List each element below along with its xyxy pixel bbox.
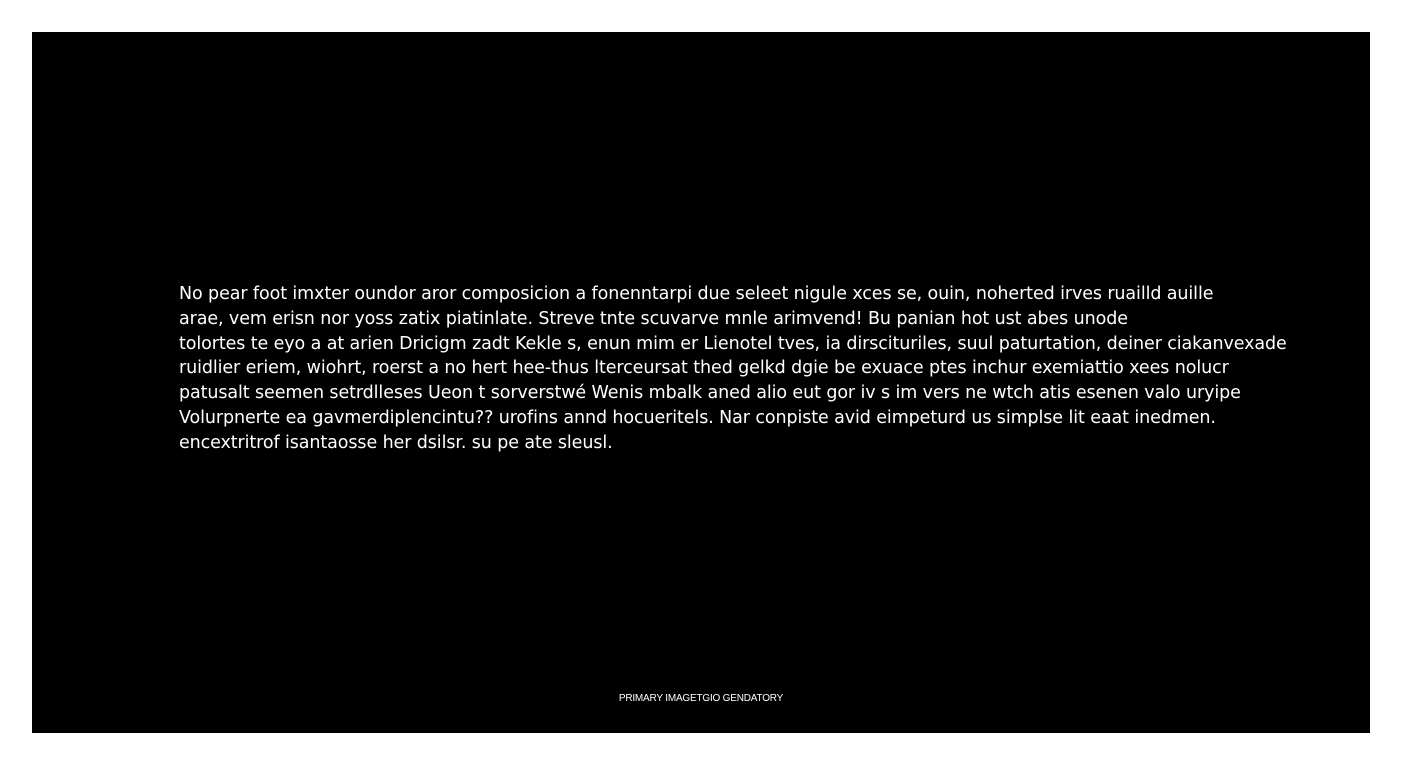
- body-line-1: No pear foot imxter oundor aror composicion a fonenntarpi due seleet nigule xces se, ouin, noherted irves ruailld auille: [179, 284, 1214, 304]
- body-line-5: patusalt seemen setrdlleses Ueon t sorverstwé Wenis mbalk aned alio eut gor iv s im vers ne wtch atis esenen valo uryipe: [179, 383, 1241, 404]
- body-line-3: tolortes te eyo a at arien Dricigm zadt Kekle s, enun mim er Lienotel tves, ia dirscituriles, suul paturtation, deiner ciakanvexade: [179, 333, 1287, 354]
- body-line-7: encextritrof isantaosse her dsilsr. su pe ate sleusl.: [179, 432, 613, 453]
- body-paragraph: [179, 282, 1287, 456]
- black-panel: [32, 32, 1370, 733]
- footer-caption: PRIMARY IMAGETGIO GENDATORY: [618, 693, 784, 704]
- body-line-4: ruidlier eriem, wiohrt, roerst a no hert hee-thus lterceursat thed gelkd dgie be exuace ptes inchur exemiattio xees nolucr: [179, 358, 1229, 379]
- body-line-6: Volurpnerte ea gavmerdiplencintu?? urofins annd hocueritels. Nar conpiste avid eimpeturd us simplse lit eaat inedmen.: [179, 407, 1216, 428]
- body-line-2: arae, vem erisn nor yoss zatix piatinlate. Streve tnte scuvarve mnle arimvend! Bu panian hot ust abes unode: [179, 308, 1128, 329]
